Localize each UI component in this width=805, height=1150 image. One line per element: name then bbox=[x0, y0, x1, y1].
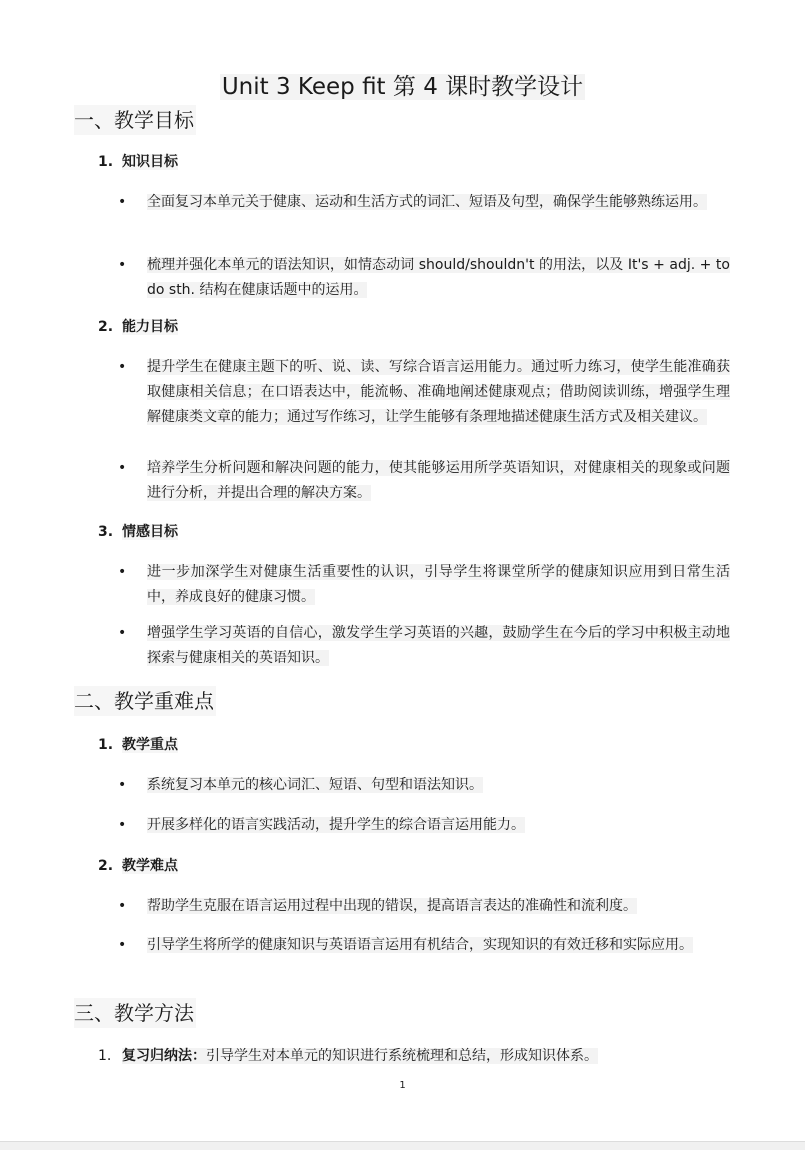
list-item-text: 提升学生在健康主题下的听、说、读、写综合语言运用能力。通过听力练习，使学生能准确获取健康相关信息；在口语表达中，能流畅、准确地阐述健康观点；借助阅读训练，增强学生理解健康类文章的能力；通过写作练习，让学生能够有条理地描述健康生活方式及相关建议。 bbox=[147, 359, 730, 425]
subsection-number: 2. bbox=[98, 319, 114, 335]
subsection-number: 2. bbox=[98, 858, 114, 874]
list-item bbox=[118, 773, 730, 798]
page-number: 1 bbox=[399, 1080, 406, 1091]
subsection-number: 3. bbox=[98, 524, 114, 540]
list-item bbox=[118, 933, 730, 958]
method-text: 引导学生对本单元的知识进行系统梳理和总结，形成知识体系。 bbox=[206, 1048, 598, 1064]
bullet-dot-icon: • bbox=[118, 817, 127, 833]
document-title bbox=[0, 68, 805, 106]
bullet-dot-icon: • bbox=[118, 257, 127, 273]
list-item bbox=[118, 621, 730, 671]
list-item-text: 系统复习本单元的核心词汇、短语、句型和语法知识。 bbox=[147, 777, 483, 793]
bullet-dot-icon: • bbox=[118, 564, 127, 580]
subsection-title: 情感目标 bbox=[122, 524, 178, 540]
subsection-heading-ability-goals bbox=[98, 315, 178, 339]
list-item-text: 梳理并强化本单元的语法知识，如情态动词 should/shouldn't 的用法，以及 It's + adj. + to do sth. 结构在健康话题中的运用。 bbox=[147, 257, 730, 298]
subsection-heading-knowledge-goals bbox=[98, 150, 178, 174]
bullet-dot-icon: • bbox=[118, 625, 127, 641]
section-heading-teaching-methods: 三、教学方法 bbox=[74, 998, 196, 1028]
bullet-dot-icon: • bbox=[118, 937, 127, 953]
list-item-text: 帮助学生克服在语言运用过程中出现的错误，提高语言表达的准确性和流利度。 bbox=[147, 898, 637, 914]
list-item bbox=[118, 560, 730, 610]
section-heading-key-points: 二、教学重难点 bbox=[74, 686, 216, 716]
list-item bbox=[118, 456, 730, 506]
subsection-title: 教学难点 bbox=[122, 858, 178, 874]
list-item bbox=[118, 894, 730, 919]
list-item bbox=[118, 355, 730, 430]
bullet-dot-icon: • bbox=[118, 194, 127, 210]
subsection-title: 能力目标 bbox=[122, 319, 178, 335]
bullet-dot-icon: • bbox=[118, 898, 127, 914]
method-number: 1. bbox=[98, 1048, 112, 1064]
list-item-text: 全面复习本单元关于健康、运动和生活方式的词汇、短语及句型，确保学生能够熟练运用。 bbox=[147, 194, 707, 210]
subsection-heading-key-points bbox=[98, 733, 178, 757]
method-list-item bbox=[98, 1044, 598, 1069]
subsection-heading-difficult-points bbox=[98, 854, 178, 878]
list-item bbox=[118, 813, 730, 838]
list-item bbox=[118, 253, 730, 303]
subsection-number: 1. bbox=[98, 154, 114, 170]
list-item bbox=[118, 190, 730, 215]
subsection-title: 知识目标 bbox=[122, 154, 178, 170]
list-item-text: 增强学生学习英语的自信心，激发学生学习英语的兴趣，鼓励学生在今后的学习中积极主动地探索与健康相关的英语知识。 bbox=[147, 625, 730, 666]
section-heading-teaching-goals: 一、教学目标 bbox=[74, 105, 196, 135]
subsection-number: 1. bbox=[98, 737, 114, 753]
bullet-dot-icon: • bbox=[118, 359, 127, 375]
list-item-text: 引导学生将所学的健康知识与英语语言运用有机结合，实现知识的有效迁移和实际应用。 bbox=[147, 937, 693, 953]
document-title-text: Unit 3 Keep fit 第 4 课时教学设计 bbox=[221, 74, 584, 100]
subsection-title: 教学重点 bbox=[122, 737, 178, 753]
subsection-heading-emotional-goals bbox=[98, 520, 178, 544]
list-item-text: 进一步加深学生对健康生活重要性的认识，引导学生将课堂所学的健康知识应用到日常生活中，养成良好的健康习惯。 bbox=[147, 564, 730, 605]
bullet-dot-icon: • bbox=[118, 777, 127, 793]
list-item-text: 开展多样化的语言实践活动，提升学生的综合语言运用能力。 bbox=[147, 817, 525, 833]
bullet-dot-icon: • bbox=[118, 460, 127, 476]
list-item-text: 培养学生分析问题和解决问题的能力，使其能够运用所学英语知识，对健康相关的现象或问题进行分析，并提出合理的解决方案。 bbox=[147, 460, 730, 501]
method-label: 复习归纳法： bbox=[122, 1048, 206, 1064]
